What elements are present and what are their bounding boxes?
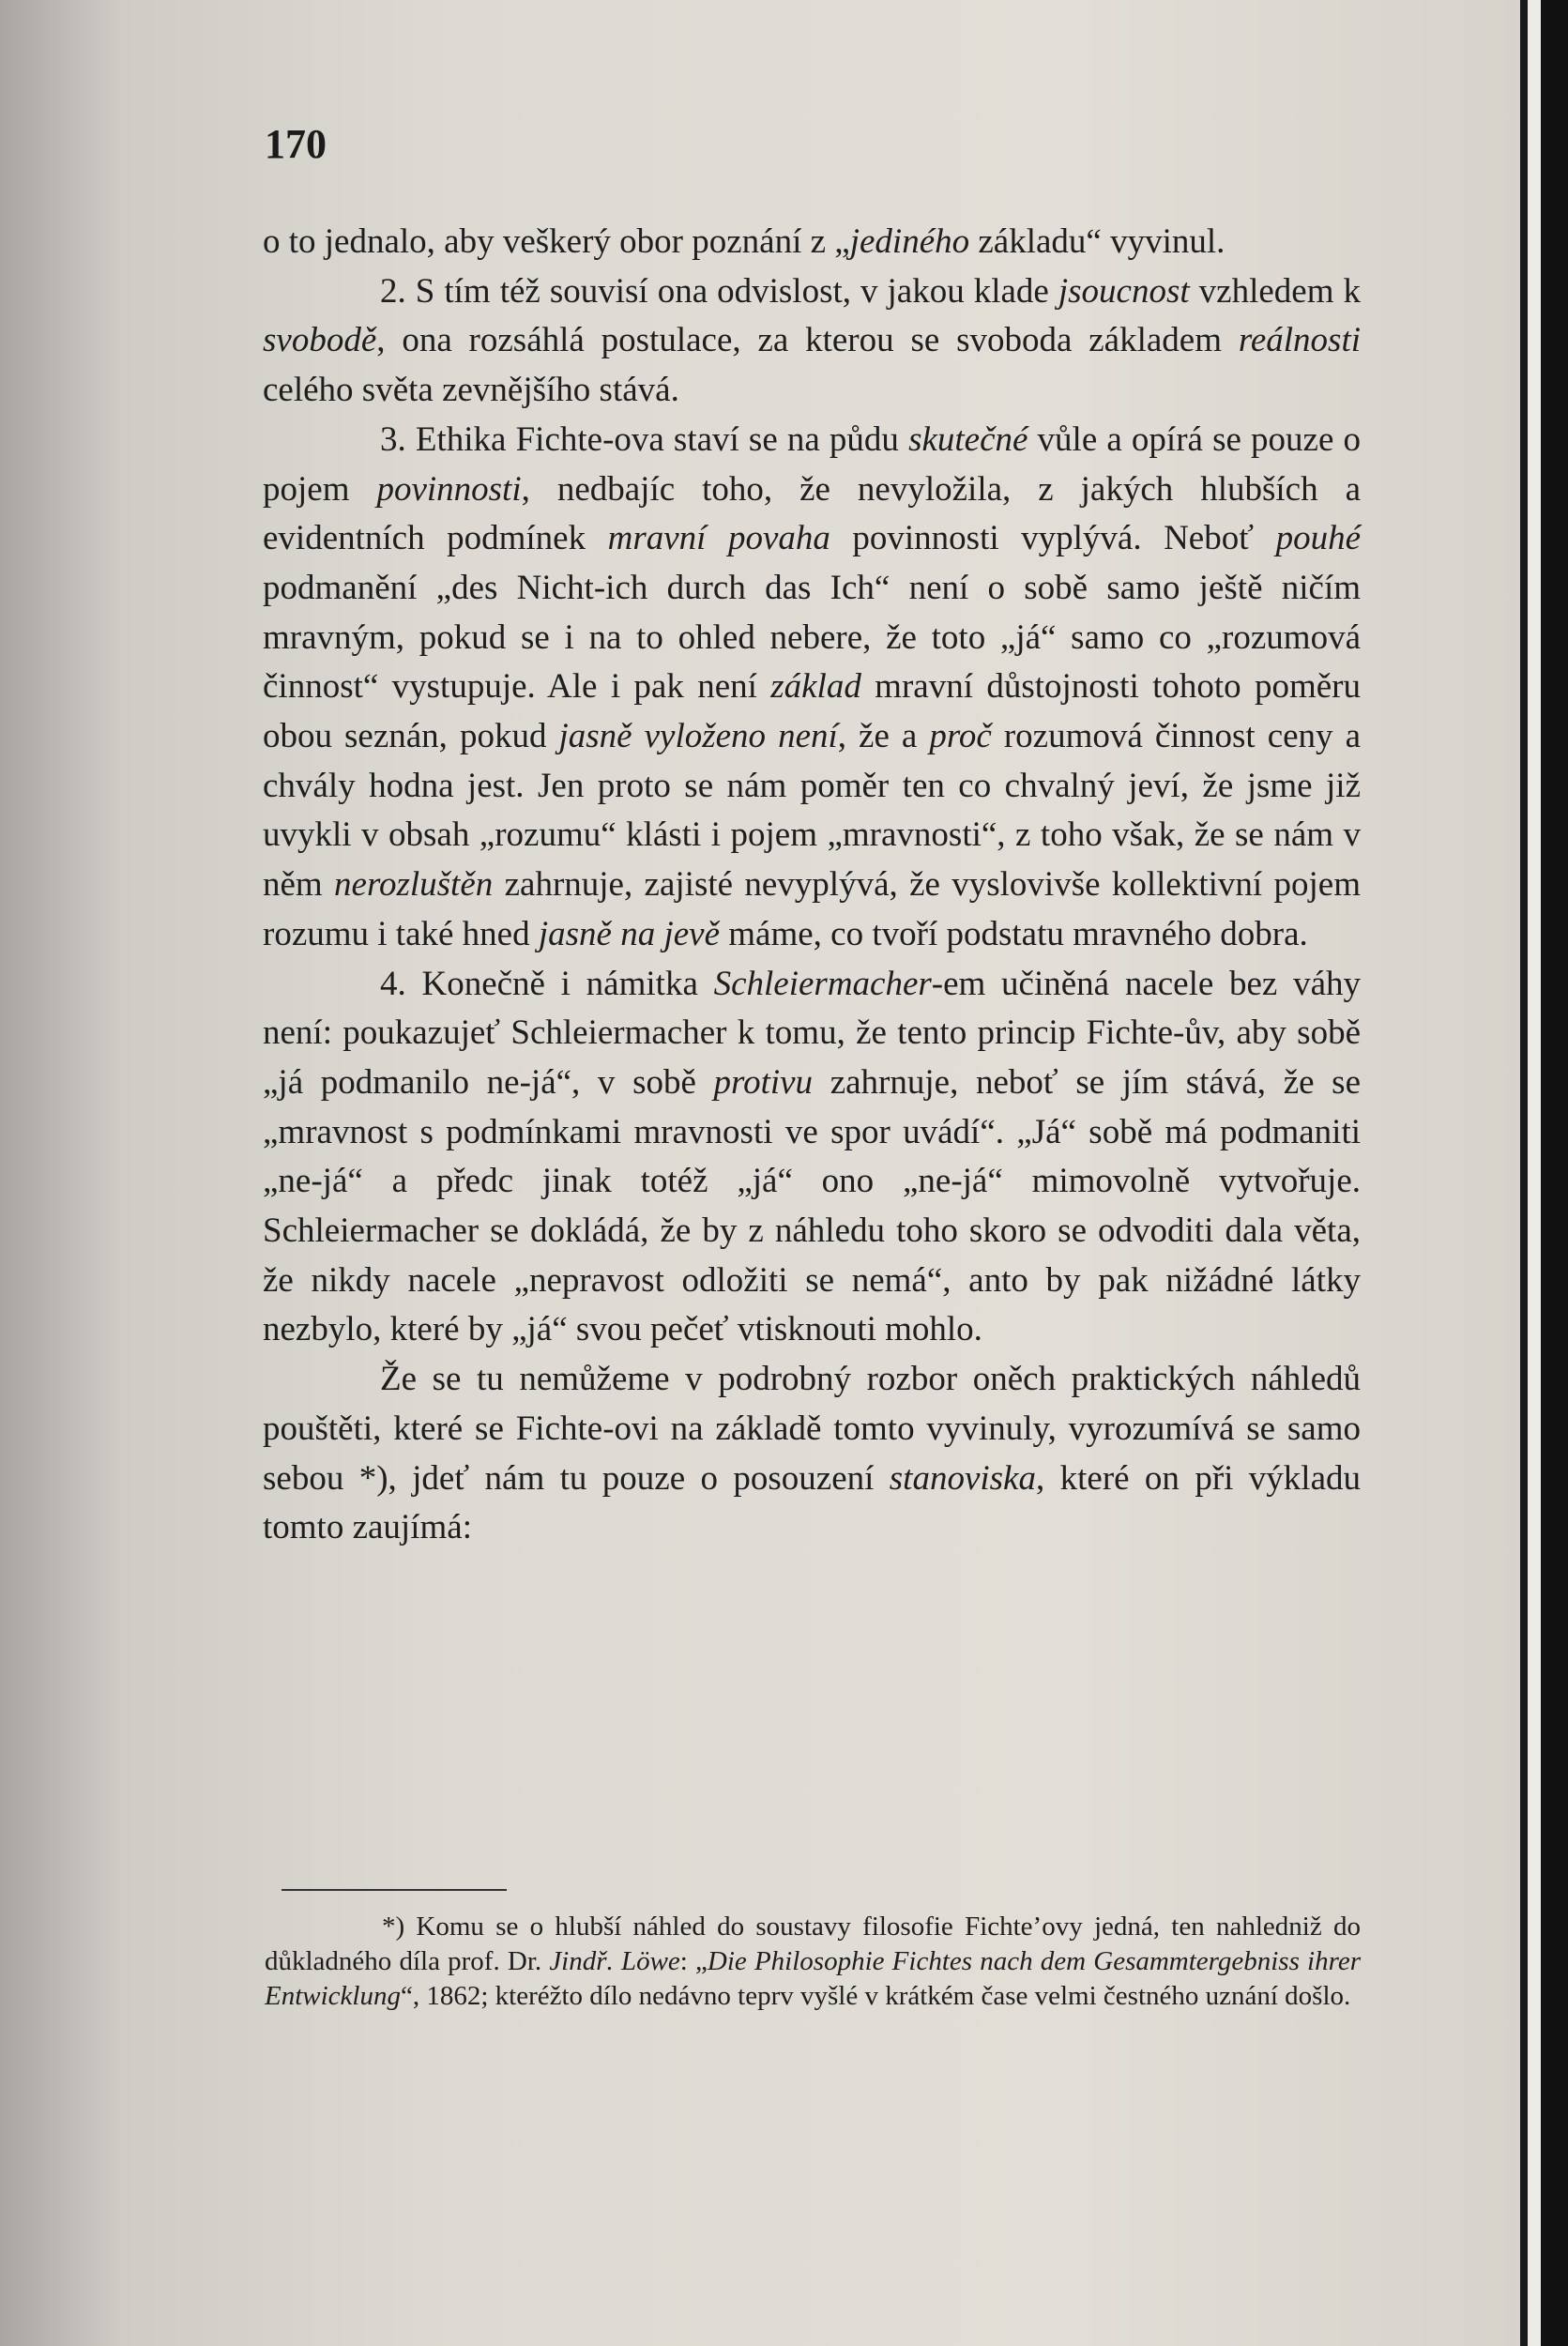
text-run: základu“ vyvinul.	[969, 222, 1225, 261]
text-run: Že se tu nemůžeme v podrobný rozbor oněch praktických náhledů pouštěti, které se Fichte-ovi na základě tomto vyvinuly, vyrozumívá se samo sebou *), jdeť nám tu pouze o posouzení	[263, 1360, 1361, 1498]
italic-text: proč	[929, 717, 992, 756]
scan-border	[1541, 0, 1568, 2346]
text-run: : „	[679, 1946, 708, 1976]
italic-text: jediného	[849, 222, 970, 261]
italic-text: jasně na jevě	[538, 914, 721, 953]
page-number: 170	[265, 121, 327, 167]
text-run: 4. Konečně i námitka	[380, 964, 714, 1003]
italic-text: jsoucnost	[1058, 271, 1190, 311]
paragraph-3	[263, 416, 1361, 960]
italic-text: nerozluštěn	[334, 865, 494, 905]
italic-text: jasně vyloženo není	[558, 717, 838, 756]
italic-text: Die Philosophie Fichtes nach dem Gesammtergebniss ihrer Entwicklung	[265, 1946, 1361, 2011]
text-run: , že a	[837, 717, 930, 756]
text-run: o to jednalo, aby veškerý obor poznání z „	[263, 222, 850, 261]
italic-text: povinnosti	[376, 469, 522, 509]
text-run: 3. Ethika Fichte-ova staví se na půdu	[380, 419, 909, 459]
italic-text: pouhé	[1275, 519, 1361, 558]
text-run: *) Komu se o hlubší náhled do soustavy filosofie Fichte’ovy jedná, ten nahledniž do důkladného díla prof. Dr.	[265, 1912, 1361, 1976]
paragraph-2	[263, 267, 1361, 416]
footnote-divider	[282, 1889, 507, 1891]
text-run: , ona rozsáhlá postulace, za kterou se svoboda základem	[376, 321, 1239, 360]
italic-text: skutečné	[908, 419, 1028, 459]
footnote	[265, 1910, 1361, 2014]
footnote-text	[265, 1910, 1361, 2014]
text-run: vzhledem k	[1189, 271, 1361, 311]
text-run: -em učiněná nacele bez váhy není: poukazujeť Schleiermacher k tomu, že tento princip Fichte-ův, aby sobě „já podmanilo ne-já“, v sobě	[263, 964, 1361, 1102]
text-run: podmanění „des Nicht-ich durch das Ich“ není o sobě samo ještě ničím mravným, pokud se i na to ohled nebere, že toto „já“ samo co „rozumová činnost“ vystupuje. Ale i pak není	[263, 568, 1361, 707]
italic-text: Jindř. Löwe	[549, 1946, 680, 1976]
paragraph-4	[263, 960, 1361, 1356]
text-run: zahrnuje, neboť se jím stává, že se „mravnost s podmínkami mravnosti ve spor uvádí“. „Já“ sobě má podmaniti „ne-já“ a předc jinak totéž „já“ ono „ne-já“ mimovolně vytvořuje. Schleiermacher se dokládá, že by z náhledu toho skoro se odvoditi dala věta, že nikdy nacele „nepravost odložiti se nemá“, anto by pak nižádné látky nezbylo, které by „já“ svou pečeť vtisknouti mohlo.	[263, 1062, 1362, 1349]
text-run: , které on při výkladu tomto zaujímá:	[263, 1458, 1361, 1547]
italic-text: protivu	[713, 1062, 814, 1102]
italic-text: stanoviska	[889, 1458, 1036, 1498]
paragraph-5	[263, 1355, 1361, 1553]
text-run: máme, co tvoří podstatu mravného dobra.	[720, 914, 1308, 953]
text-run: 2. S tím též souvisí ona odvislost, v jakou klade	[380, 271, 1058, 311]
main-text	[263, 218, 1361, 1553]
text-run: celého světa zevnějšího stává.	[263, 371, 679, 410]
text-run: zahrnuje, zajisté nevyplývá, že vyslovivše kollektivní pojem rozumu i také hned	[263, 865, 1361, 953]
italic-text: svobodě	[263, 321, 377, 360]
italic-text: mravní povaha	[607, 519, 830, 558]
page-edge	[1528, 0, 1541, 2346]
paragraph-1	[263, 218, 1361, 267]
text-run: “, 1862; kteréžto dílo nedávno teprv vyšlé v krátkém čase velmi čestného uznání došlo.	[400, 1981, 1351, 2011]
italic-text: Schleiermacher	[713, 964, 932, 1003]
text-run: vůle a opírá se pouze o pojem	[263, 419, 1361, 509]
text-run: mravní důstojnosti tohoto poměru obou seznán, pokud	[263, 667, 1361, 756]
text-run: povinnosti vyplývá. Neboť	[830, 519, 1276, 558]
text-run: rozumová činnost ceny a chvály hodna jest. Jen proto se nám poměr ten co chvalný jeví, že jsme již uvykli v obsah „rozumu“ klásti i pojem „mravnosti“, z toho však, že se nám v něm	[263, 717, 1362, 905]
text-run: , nedbajíc toho, že nevyložila, z jakých hlubších a evidentních podmínek	[263, 469, 1361, 558]
italic-text: reálnosti	[1238, 321, 1361, 360]
italic-text: základ	[770, 667, 861, 707]
